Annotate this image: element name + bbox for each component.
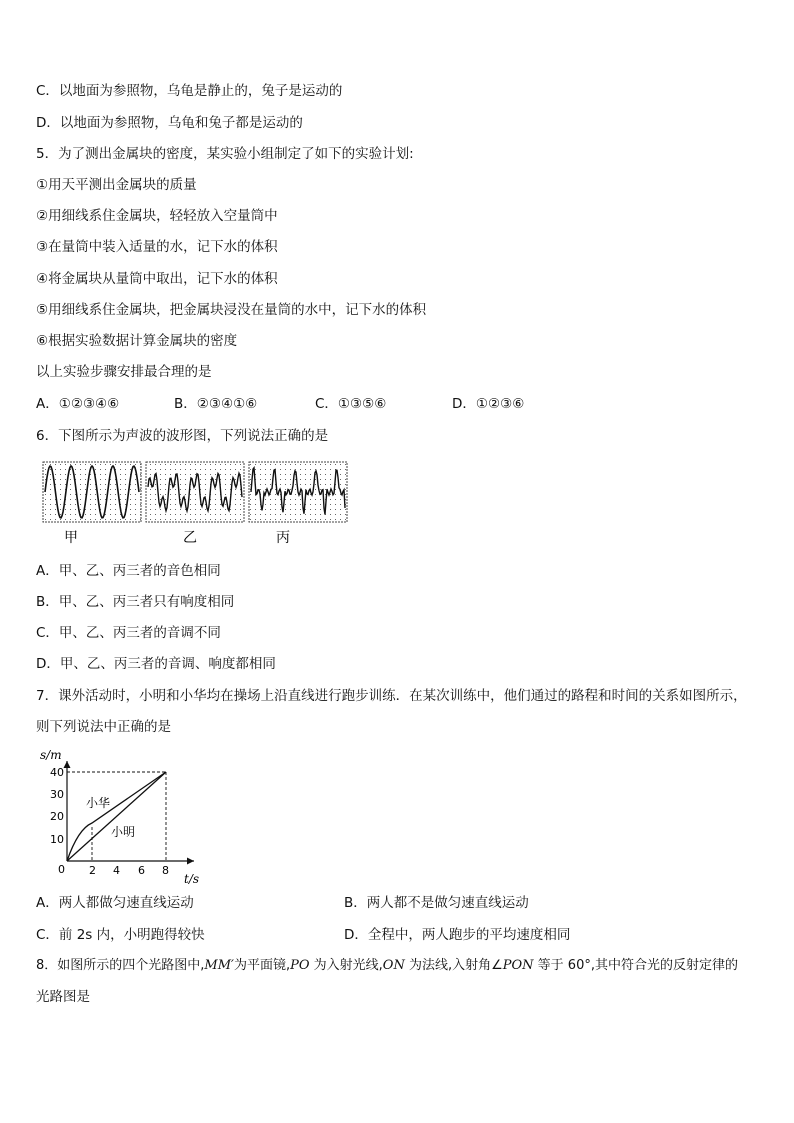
waveform-panel-jia <box>43 462 141 522</box>
q5-step-4: ④将金属块从量筒中取出，记下水的体积 <box>36 271 278 287</box>
q6-stem: 6．下图所示为声波的波形图，下列说法正确的是 <box>36 428 329 444</box>
y-tick-20: 20 <box>50 810 64 823</box>
q6-option-d: D．甲、乙、丙三者的音调、响度都相同 <box>36 656 276 672</box>
waveform-label-yi: 乙 <box>183 530 197 546</box>
y-tick-40: 40 <box>50 766 64 779</box>
x-tick-6: 6 <box>138 864 145 877</box>
q5-option-c: C．①③⑤⑥ <box>315 396 387 412</box>
q5-step-2: ②用细线系住金属块，轻轻放入空量筒中 <box>36 208 278 224</box>
q7-stem-line-2: 则下列说法中正确的是 <box>36 719 171 735</box>
q8-stem-line-2: 光路图是 <box>36 989 90 1005</box>
q5-step-1: ①用天平测出金属块的质量 <box>36 177 197 193</box>
q7-option-b: B．两人都不是做匀速直线运动 <box>344 895 529 911</box>
q4-option-c: C．以地面为参照物，乌龟是静止的，兔子是运动的 <box>36 83 343 99</box>
x-tick-2: 2 <box>89 864 96 877</box>
y-axis-label: s/m <box>40 748 62 762</box>
xiaoming-label: 小明 <box>111 825 136 839</box>
x-tick-8: 8 <box>162 864 169 877</box>
xiaoming-line <box>67 772 166 861</box>
q7-option-c: C．前 2s 内，小明跑得较快 <box>36 927 205 943</box>
waveform-figure <box>40 459 360 549</box>
q6-option-a: A．甲、乙、丙三者的音色相同 <box>36 563 221 579</box>
q5-option-b: B．②③④①⑥ <box>174 396 258 412</box>
waveform-label-bing: 丙 <box>276 530 290 546</box>
q5-step-5: ⑤用细线系住金属块，把金属块浸没在量筒的水中，记下水的体积 <box>36 302 427 318</box>
waveform-panel-yi <box>146 462 244 522</box>
xiaohua-label: 小华 <box>86 796 111 810</box>
origin-label: 0 <box>58 863 65 876</box>
x-axis-label: t/s <box>184 872 200 886</box>
q5-stem: 5．为了测出金属块的密度，某实验小组制定了如下的实验计划: <box>36 146 414 162</box>
x-tick-4: 4 <box>113 864 120 877</box>
q5-step-6: ⑥根据实验数据计算金属块的密度 <box>36 333 238 349</box>
q6-option-c: C．甲、乙、丙三者的音调不同 <box>36 625 221 641</box>
q5-step-3: ③在量筒中装入适量的水，记下水的体积 <box>36 239 278 255</box>
y-tick-10: 10 <box>50 833 64 846</box>
q6-option-b: B．甲、乙、丙三者只有响度相同 <box>36 594 235 610</box>
q5-option-a: A．①②③④⑥ <box>36 396 120 412</box>
q8-stem-line-1: 8．如图所示的四个光路图中,MM′为平面镜,PO 为入射光线,ON 为法线,入射角∠PON 等于 60°,其中符合光的反射定律的 <box>36 958 738 973</box>
q7-option-a: A．两人都做匀速直线运动 <box>36 895 194 911</box>
q7-stem-line-1: 7．课外活动时，小明和小华均在操场上沿直线进行跑步训练．在某次训练中，他们通过的路程和时间的关系如图所示， <box>36 688 747 704</box>
q7-option-d: D．全程中，两人跑步的平均速度相同 <box>344 927 571 943</box>
q5-option-d: D．①②③⑥ <box>452 396 525 412</box>
y-tick-30: 30 <box>50 788 64 801</box>
q4-option-d: D．以地面为参照物，乌龟和兔子都是运动的 <box>36 115 303 131</box>
waveform-label-jia: 甲 <box>64 530 78 546</box>
q5-question: 以上实验步骤安排最合理的是 <box>36 364 212 380</box>
distance-time-graph <box>34 745 234 890</box>
